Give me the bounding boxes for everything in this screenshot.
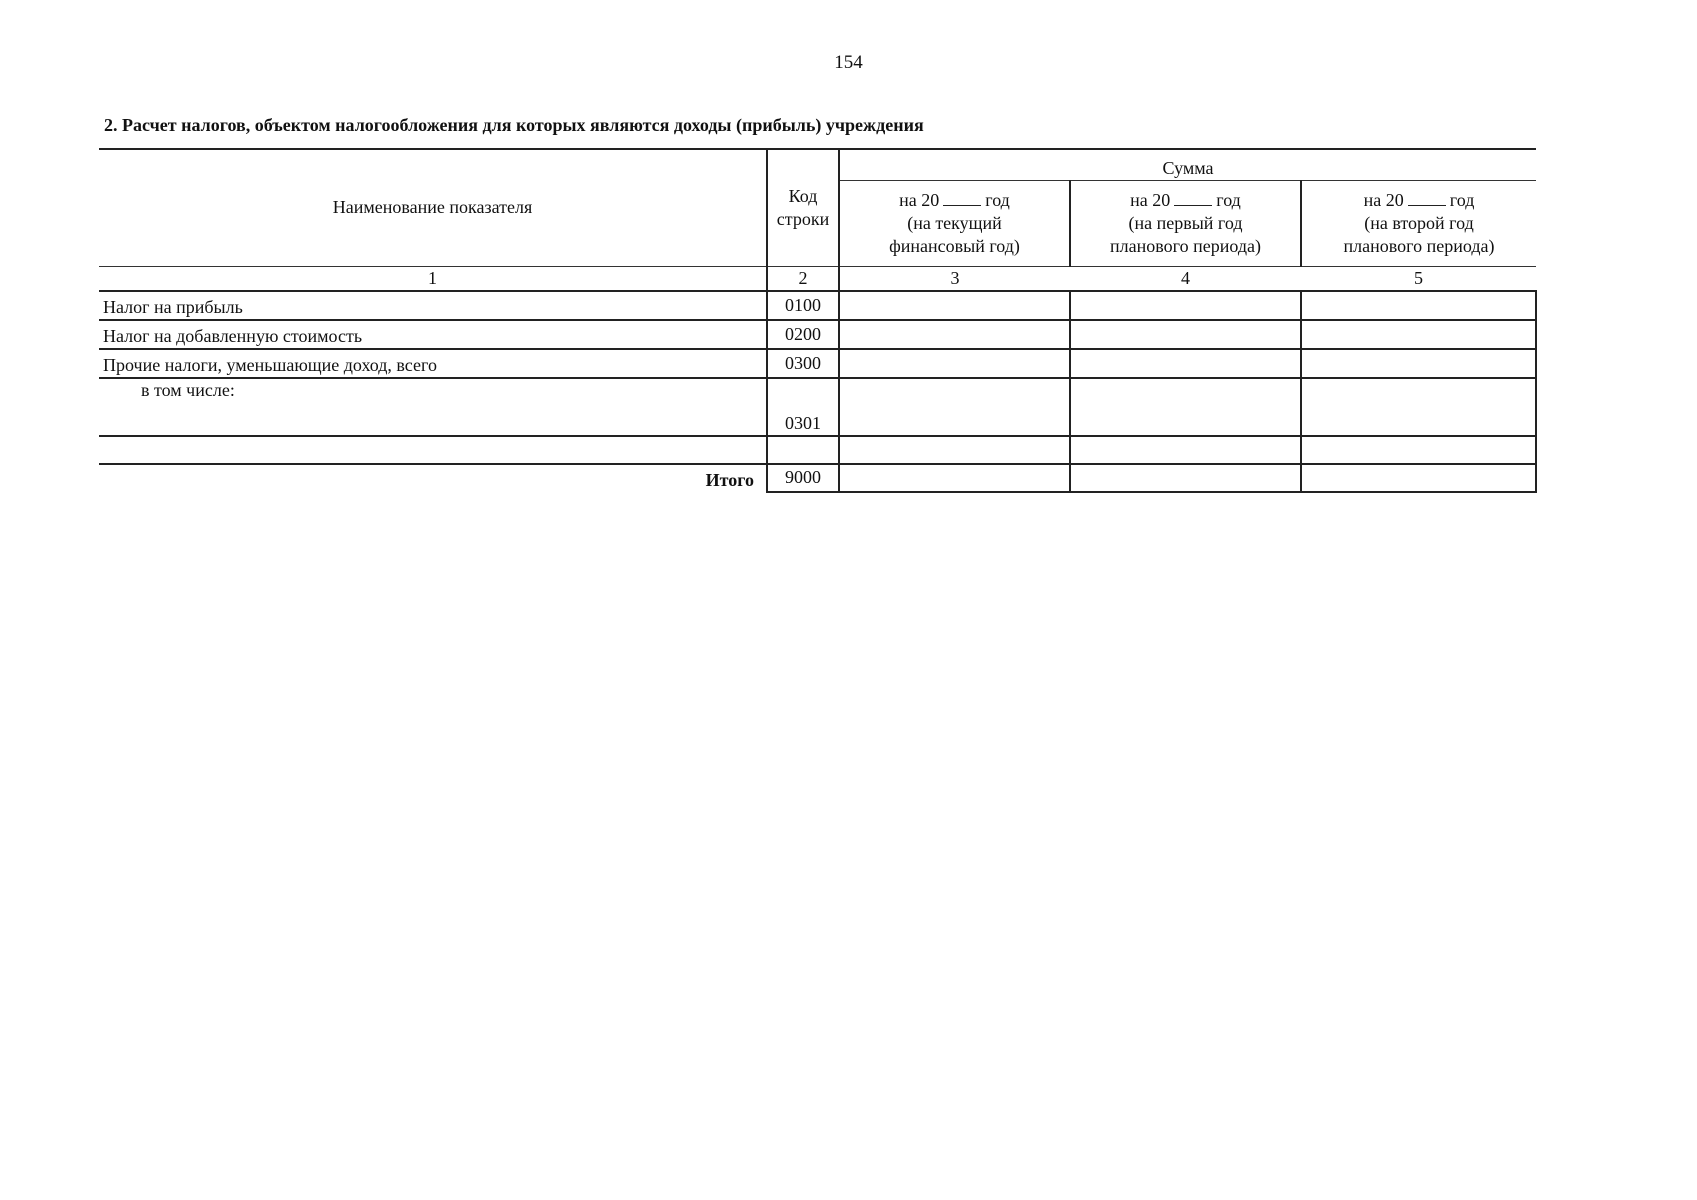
- tax-calculation-table: [99, 148, 1537, 493]
- total-value-col5[interactable]: [1301, 464, 1536, 492]
- header-code-line2: строки: [776, 208, 830, 229]
- year-current-blank: [943, 189, 981, 206]
- value-cell-col4[interactable]: [1070, 291, 1301, 320]
- year-second-line2: (на второй год: [1364, 212, 1474, 233]
- year-current-line2: (на текущий: [907, 212, 1002, 233]
- value-cell-col5[interactable]: [1301, 378, 1536, 436]
- value-cell-col3[interactable]: [839, 378, 1070, 436]
- year-current-prefix: на 20: [899, 189, 940, 210]
- header-row-top: [99, 149, 1536, 180]
- value-cell-col3[interactable]: [839, 320, 1070, 349]
- row-code: 0301: [767, 378, 839, 436]
- col-number-1: 1: [99, 266, 767, 291]
- year-current-line3: финансовый год): [889, 235, 1020, 256]
- table-row: [99, 320, 1536, 349]
- year-first-line3: планового периода): [1110, 235, 1261, 256]
- header-name-cell: [99, 149, 767, 266]
- page-number: 154: [834, 52, 863, 73]
- year-second-suffix: год: [1449, 189, 1475, 210]
- value-cell-col3[interactable]: [839, 291, 1070, 320]
- row-name: Налог на прибыль: [99, 291, 767, 320]
- total-value-col3[interactable]: [839, 464, 1070, 492]
- value-cell-col5[interactable]: [1301, 291, 1536, 320]
- row-name: Налог на добавленную стоимость: [99, 320, 767, 349]
- row-name: Прочие налоги, уменьшающие доход, всего: [99, 349, 767, 378]
- header-sum-cell: [839, 149, 1536, 180]
- row-code: 0200: [767, 320, 839, 349]
- total-label: Итого: [705, 469, 754, 490]
- row-name: [99, 436, 767, 464]
- year-first-prefix: на 20: [1130, 189, 1171, 210]
- value-cell-col3[interactable]: [839, 436, 1070, 464]
- column-numbers-row: [99, 266, 1536, 291]
- value-cell-col5[interactable]: [1301, 349, 1536, 378]
- year-current-line1: [840, 189, 1069, 212]
- row-code: 0300: [767, 349, 839, 378]
- table-row: [99, 378, 1536, 436]
- row-code: 0100: [767, 291, 839, 320]
- table-row: [99, 291, 1536, 320]
- table-row: [99, 349, 1536, 378]
- header-year-second-plan: [1301, 180, 1536, 266]
- row-name: в том числе:: [99, 378, 767, 436]
- year-second-blank: [1408, 189, 1446, 206]
- value-cell-col4[interactable]: [1070, 378, 1301, 436]
- value-cell-col4[interactable]: [1070, 320, 1301, 349]
- year-second-line3: планового периода): [1343, 235, 1495, 256]
- table-row: [99, 436, 1536, 464]
- header-sum-label: Сумма: [1162, 157, 1214, 178]
- section-title: 2. Расчет налогов, объектом налогообложения для которых являются доходы (прибыль) учреждения: [104, 115, 924, 135]
- header-year-first-plan: [1070, 180, 1301, 266]
- year-second-prefix: на 20: [1363, 189, 1404, 210]
- header-name-label: Наименование показателя: [332, 197, 533, 218]
- col-number-3: 3: [839, 266, 1070, 291]
- year-first-blank: [1174, 189, 1212, 206]
- header-code-cell: [767, 149, 839, 266]
- header-code-line1: Код: [788, 185, 818, 206]
- col-number-4: 4: [1070, 266, 1301, 291]
- year-current-suffix: год: [985, 189, 1010, 210]
- value-cell-col5[interactable]: [1301, 320, 1536, 349]
- year-first-line2: (на первый год: [1128, 212, 1243, 233]
- total-value-col4[interactable]: [1070, 464, 1301, 492]
- year-first-suffix: год: [1216, 189, 1241, 210]
- total-row: [99, 464, 1536, 492]
- year-first-line1: [1071, 189, 1300, 212]
- value-cell-col4[interactable]: [1070, 349, 1301, 378]
- value-cell-col3[interactable]: [839, 349, 1070, 378]
- value-cell-col5[interactable]: [1301, 436, 1536, 464]
- total-code: 9000: [767, 464, 839, 492]
- value-cell-col4[interactable]: [1070, 436, 1301, 464]
- col-number-5: 5: [1301, 266, 1536, 291]
- year-second-line1: [1302, 189, 1536, 212]
- header-year-current: [839, 180, 1070, 266]
- row-code: [767, 436, 839, 464]
- col-number-2: 2: [767, 266, 839, 291]
